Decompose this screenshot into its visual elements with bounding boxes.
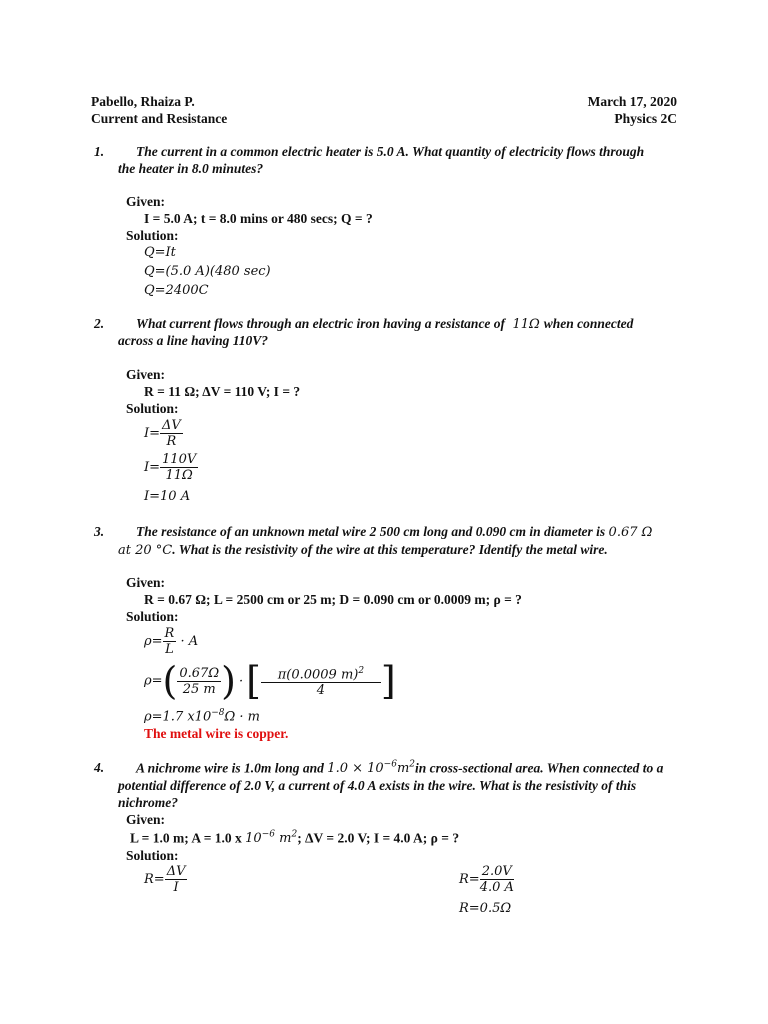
problem-3-step3-a: ρ=1.7 x10 bbox=[144, 709, 212, 725]
problem-2-solution-label: Solution: bbox=[126, 401, 179, 416]
problem-4-left-step bbox=[144, 864, 187, 895]
problem-4-right-lhs: R= bbox=[459, 872, 480, 887]
problem-4-line1-text: A nichrome wire is 1.0m long and bbox=[136, 760, 324, 776]
problem-2-given-label: Given: bbox=[126, 367, 165, 382]
problem-3-line2-text: . What is the resistivity of the wire at this temperature? Identify the metal wire. bbox=[172, 542, 608, 557]
problem-3-temperature: at 20 °C bbox=[118, 543, 173, 558]
problem-1-solution-label: Solution: bbox=[126, 228, 179, 243]
problem-2-line1-tail: when connected bbox=[543, 316, 634, 331]
problem-3-step2-num1: 0.67Ω bbox=[179, 665, 220, 681]
problem-3-given-label: Given: bbox=[126, 575, 165, 590]
date: March 17, 2020 bbox=[587, 94, 677, 109]
problem-2-step2-num: 110V bbox=[162, 452, 197, 467]
problem-4-right-den: 4.0 A bbox=[479, 880, 514, 895]
problem-2-step2-lhs: I= bbox=[144, 460, 161, 475]
problem-3-number: 3. bbox=[94, 524, 105, 539]
problem-4-number: 4. bbox=[94, 760, 105, 775]
problem-3-step1-num: R bbox=[164, 626, 175, 641]
problem-1-given: I = 5.0 A; t = 8.0 mins or 480 secs; Q = ? bbox=[144, 211, 373, 226]
problem-1-number: 1. bbox=[94, 144, 105, 159]
problem-4-given-m: m bbox=[279, 831, 292, 847]
problem-4-line1-tail: in cross-sectional area. When connected to a bbox=[415, 760, 664, 776]
problem-2-step1-num: ΔV bbox=[162, 418, 181, 433]
problem-1-step2: Q=(5.0 A)(480 sec) bbox=[144, 264, 271, 279]
problem-2-step1 bbox=[144, 418, 183, 449]
problem-3-step3 bbox=[144, 708, 260, 724]
problem-1-given-label: Given: bbox=[126, 194, 165, 209]
problem-3-step3-exp: −8 bbox=[211, 708, 225, 718]
problem-4-area-unit: m bbox=[396, 761, 410, 777]
problem-2-line1 bbox=[136, 316, 633, 332]
problem-2-number: 2. bbox=[94, 316, 105, 331]
dot-operator-icon: · bbox=[238, 673, 244, 689]
student-name: Pabello, Rhaiza P. bbox=[91, 94, 195, 109]
problem-3-step2-den2: 4 bbox=[316, 683, 326, 699]
problem-4-line1 bbox=[136, 760, 663, 776]
right-paren-icon: ) bbox=[221, 659, 236, 703]
course: Physics 2C bbox=[614, 111, 677, 126]
problem-4-given bbox=[130, 830, 459, 846]
problem-2-step1-lhs: I= bbox=[144, 426, 161, 441]
problem-4-solution-label: Solution: bbox=[126, 848, 179, 863]
problem-4-area-a: 1.0 × 10 bbox=[327, 761, 384, 777]
problem-3-resistance: 0.67 Ω bbox=[608, 525, 653, 540]
problem-2-resistance: 11Ω bbox=[512, 317, 540, 332]
problem-4-line2: potential difference of 2.0 V, a current of 4.0 A exists in the wire. What is the resistivity of this bbox=[118, 778, 637, 793]
problem-3-step1-den: L bbox=[165, 642, 174, 657]
problem-3-conclusion: The metal wire is copper. bbox=[144, 726, 289, 741]
problem-3-line2 bbox=[118, 542, 608, 558]
problem-1-line2: the heater in 8.0 minutes? bbox=[118, 161, 264, 176]
problem-2-step2-den: 11Ω bbox=[165, 468, 193, 483]
problem-3-step1 bbox=[144, 626, 198, 657]
problem-3-step1-tail: · A bbox=[180, 634, 199, 649]
left-bracket-icon: [ bbox=[246, 659, 261, 703]
problem-2-step3: I=10 A bbox=[144, 489, 191, 504]
right-bracket-icon: ] bbox=[380, 659, 396, 703]
problem-3-line1 bbox=[136, 524, 652, 540]
problem-1-line1: The current in a common electric heater is 5.0 A. What quantity of electricity flows through bbox=[136, 144, 645, 159]
problem-4-given-ten: 10 bbox=[245, 831, 262, 847]
problem-3-step2-lhs: ρ= bbox=[144, 673, 163, 689]
problem-3-step2 bbox=[144, 659, 396, 703]
problem-4-right-num: 2.0V bbox=[480, 864, 514, 880]
problem-2-line2: across a line having 110V? bbox=[118, 333, 269, 348]
problem-3-step3-b: Ω · m bbox=[224, 709, 261, 725]
problem-3-step2-num2: π(0.0009 m) bbox=[277, 667, 359, 683]
problem-1-step3: Q=2400C bbox=[144, 283, 209, 298]
problem-3-step2-exp: 2 bbox=[358, 665, 365, 676]
problem-4-given-label: Given: bbox=[126, 812, 165, 827]
problem-4-left-num: ΔV bbox=[166, 864, 186, 879]
problem-4-given-exp: −6 bbox=[261, 830, 275, 840]
problem-2-given: R = 11 Ω; ΔV = 110 V; I = ? bbox=[144, 384, 301, 399]
problem-4-line3: nichrome? bbox=[118, 795, 179, 810]
problem-2-step1-den: R bbox=[166, 434, 177, 449]
problem-3-step1-lhs: ρ= bbox=[144, 634, 163, 649]
problem-4-left-lhs: R= bbox=[144, 872, 165, 887]
problem-2-line1-text: What current flows through an electric iron having a resistance of bbox=[136, 316, 506, 331]
problem-4-given-exp2: 2 bbox=[291, 830, 298, 840]
problem-4-given-b: ; ΔV = 2.0 V; I = 4.0 A; ρ = ? bbox=[297, 830, 460, 846]
problem-4-left-den: I bbox=[173, 880, 179, 895]
problem-4-area-exp2: 2 bbox=[409, 760, 416, 770]
topic-title: Current and Resistance bbox=[91, 111, 228, 126]
problem-4-right-step2: R=0.5Ω bbox=[459, 901, 512, 916]
problem-3-solution-label: Solution: bbox=[126, 609, 179, 624]
problem-3-given: R = 0.67 Ω; L = 2500 cm or 25 m; D = 0.090 cm or 0.0009 m; ρ = ? bbox=[144, 592, 522, 607]
problem-4-area-exp: −6 bbox=[383, 760, 397, 770]
problem-3-line1-text: The resistance of an unknown metal wire 2 500 cm long and 0.090 cm in diameter is bbox=[136, 524, 606, 539]
problem-4-right-step1 bbox=[459, 864, 514, 895]
problem-2-step2 bbox=[144, 452, 198, 483]
problem-3-step2-den1: 25 m bbox=[182, 681, 216, 697]
problem-4-given-a: L = 1.0 m; A = 1.0 x bbox=[130, 830, 242, 846]
problem-1-step1: Q=It bbox=[144, 245, 176, 260]
left-paren-icon: ( bbox=[162, 659, 178, 703]
